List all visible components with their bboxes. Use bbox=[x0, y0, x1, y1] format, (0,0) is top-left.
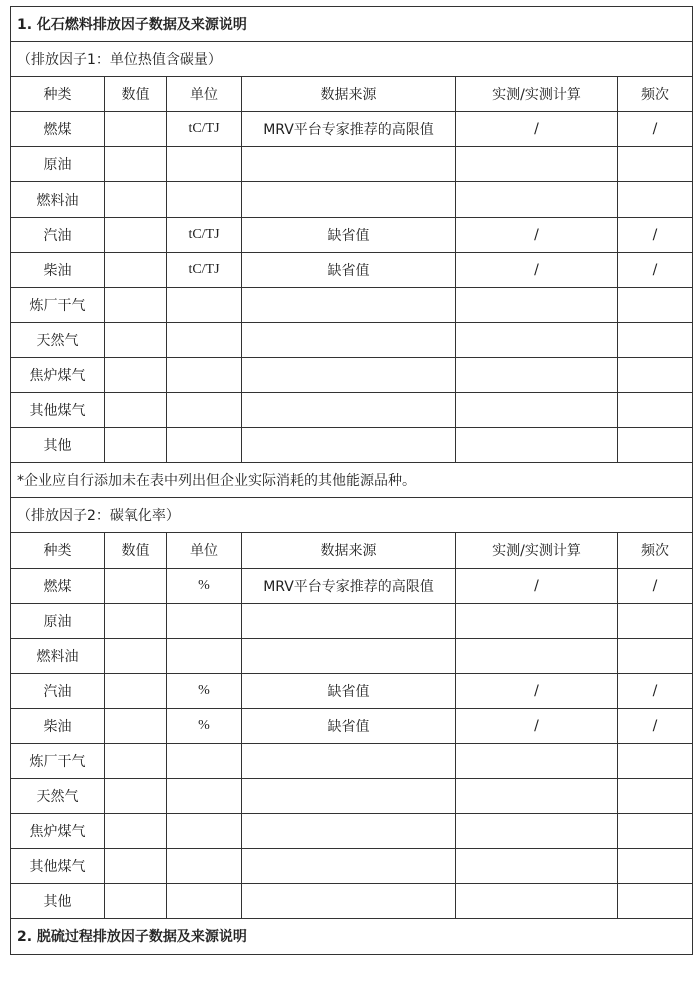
measured-cell: / bbox=[456, 568, 618, 603]
unit-cell: tC/TJ bbox=[167, 112, 242, 147]
column-header: 数据来源 bbox=[242, 77, 456, 112]
frequency-cell bbox=[618, 357, 693, 392]
section-2-title: 2. 脱硫过程排放因子数据及来源说明 bbox=[11, 919, 693, 954]
measured-cell bbox=[456, 814, 618, 849]
value-cell bbox=[105, 884, 167, 919]
column-header: 数据来源 bbox=[242, 533, 456, 568]
value-cell bbox=[105, 357, 167, 392]
frequency-cell bbox=[618, 182, 693, 217]
measured-cell bbox=[456, 743, 618, 778]
source-cell bbox=[242, 743, 456, 778]
fuel-type-cell: 天然气 bbox=[11, 322, 105, 357]
value-cell bbox=[105, 112, 167, 147]
unit-cell bbox=[167, 428, 242, 463]
source-cell bbox=[242, 603, 456, 638]
measured-cell bbox=[456, 393, 618, 428]
fuel-type-cell: 原油 bbox=[11, 603, 105, 638]
fuel-type-cell: 其他 bbox=[11, 884, 105, 919]
source-cell bbox=[242, 428, 456, 463]
source-cell: MRV平台专家推荐的高限值 bbox=[242, 568, 456, 603]
value-cell bbox=[105, 182, 167, 217]
frequency-cell: / bbox=[618, 568, 693, 603]
value-cell bbox=[105, 217, 167, 252]
source-cell bbox=[242, 147, 456, 182]
source-cell bbox=[242, 322, 456, 357]
unit-cell bbox=[167, 147, 242, 182]
factor-1-caption: （排放因子1：单位热值含碳量） bbox=[11, 42, 693, 77]
unit-cell bbox=[167, 322, 242, 357]
source-cell: MRV平台专家推荐的高限值 bbox=[242, 112, 456, 147]
unit-cell bbox=[167, 393, 242, 428]
measured-cell bbox=[456, 638, 618, 673]
fuel-type-cell: 天然气 bbox=[11, 779, 105, 814]
source-cell bbox=[242, 182, 456, 217]
source-cell bbox=[242, 849, 456, 884]
frequency-cell bbox=[618, 287, 693, 322]
fuel-type-cell: 炼厂干气 bbox=[11, 287, 105, 322]
fuel-type-cell: 柴油 bbox=[11, 252, 105, 287]
table-row bbox=[11, 147, 693, 182]
unit-cell bbox=[167, 814, 242, 849]
source-cell bbox=[242, 357, 456, 392]
frequency-cell: / bbox=[618, 252, 693, 287]
table-row bbox=[11, 322, 693, 357]
measured-cell bbox=[456, 779, 618, 814]
frequency-cell bbox=[618, 428, 693, 463]
column-header: 数值 bbox=[105, 77, 167, 112]
unit-cell: % bbox=[167, 708, 242, 743]
value-cell bbox=[105, 849, 167, 884]
measured-cell bbox=[456, 322, 618, 357]
unit-cell: tC/TJ bbox=[167, 252, 242, 287]
table-row bbox=[11, 357, 693, 392]
column-header: 实测/实测计算 bbox=[456, 77, 618, 112]
source-cell: 缺省值 bbox=[242, 708, 456, 743]
measured-cell: / bbox=[456, 252, 618, 287]
fuel-type-cell: 原油 bbox=[11, 147, 105, 182]
table-note: *企业应自行添加未在表中列出但企业实际消耗的其他能源品种。 bbox=[11, 463, 693, 498]
factor-2-header-row bbox=[11, 533, 693, 568]
value-cell bbox=[105, 393, 167, 428]
frequency-cell bbox=[618, 814, 693, 849]
unit-cell bbox=[167, 849, 242, 884]
table-note-row bbox=[11, 463, 693, 498]
table-row bbox=[11, 814, 693, 849]
frequency-cell bbox=[618, 393, 693, 428]
value-cell bbox=[105, 743, 167, 778]
unit-cell bbox=[167, 884, 242, 919]
measured-cell bbox=[456, 849, 618, 884]
fuel-type-cell: 燃料油 bbox=[11, 638, 105, 673]
fuel-type-cell: 焦炉煤气 bbox=[11, 357, 105, 392]
section-1-title: 1. 化石燃料排放因子数据及来源说明 bbox=[11, 7, 693, 42]
table-row bbox=[11, 638, 693, 673]
column-header: 种类 bbox=[11, 77, 105, 112]
table-row bbox=[11, 252, 693, 287]
measured-cell: / bbox=[456, 217, 618, 252]
table-row bbox=[11, 708, 693, 743]
unit-cell: % bbox=[167, 568, 242, 603]
table-row bbox=[11, 743, 693, 778]
value-cell bbox=[105, 568, 167, 603]
source-cell bbox=[242, 779, 456, 814]
table-row bbox=[11, 287, 693, 322]
measured-cell: / bbox=[456, 708, 618, 743]
emission-factor-table bbox=[10, 6, 693, 955]
frequency-cell bbox=[618, 884, 693, 919]
source-cell: 缺省值 bbox=[242, 252, 456, 287]
frequency-cell bbox=[618, 849, 693, 884]
table-row bbox=[11, 884, 693, 919]
value-cell bbox=[105, 779, 167, 814]
unit-cell bbox=[167, 287, 242, 322]
table-row bbox=[11, 182, 693, 217]
factor-1-header-row bbox=[11, 77, 693, 112]
value-cell bbox=[105, 428, 167, 463]
value-cell bbox=[105, 322, 167, 357]
fuel-type-cell: 炼厂干气 bbox=[11, 743, 105, 778]
measured-cell bbox=[456, 603, 618, 638]
value-cell bbox=[105, 287, 167, 322]
value-cell bbox=[105, 252, 167, 287]
value-cell bbox=[105, 708, 167, 743]
fuel-type-cell: 燃煤 bbox=[11, 568, 105, 603]
fuel-type-cell: 其他煤气 bbox=[11, 849, 105, 884]
frequency-cell: / bbox=[618, 217, 693, 252]
unit-cell bbox=[167, 743, 242, 778]
measured-cell: / bbox=[456, 112, 618, 147]
source-cell bbox=[242, 884, 456, 919]
column-header: 单位 bbox=[167, 77, 242, 112]
measured-cell bbox=[456, 287, 618, 322]
value-cell bbox=[105, 603, 167, 638]
value-cell bbox=[105, 147, 167, 182]
source-cell bbox=[242, 393, 456, 428]
measured-cell bbox=[456, 357, 618, 392]
measured-cell bbox=[456, 428, 618, 463]
column-header: 实测/实测计算 bbox=[456, 533, 618, 568]
fuel-type-cell: 其他 bbox=[11, 428, 105, 463]
measured-cell bbox=[456, 884, 618, 919]
source-cell bbox=[242, 287, 456, 322]
unit-cell bbox=[167, 357, 242, 392]
measured-cell: / bbox=[456, 673, 618, 708]
table-row bbox=[11, 603, 693, 638]
section-2-title-row bbox=[11, 919, 693, 954]
fuel-type-cell: 燃料油 bbox=[11, 182, 105, 217]
column-header: 单位 bbox=[167, 533, 242, 568]
factor-1-caption-row bbox=[11, 42, 693, 77]
table-body bbox=[11, 7, 693, 955]
fuel-type-cell: 柴油 bbox=[11, 708, 105, 743]
source-cell: 缺省值 bbox=[242, 217, 456, 252]
factor-2-caption: （排放因子2：碳氧化率） bbox=[11, 498, 693, 533]
fuel-type-cell: 汽油 bbox=[11, 673, 105, 708]
column-header: 种类 bbox=[11, 533, 105, 568]
column-header: 频次 bbox=[618, 533, 693, 568]
table-row bbox=[11, 428, 693, 463]
table-row bbox=[11, 112, 693, 147]
source-cell bbox=[242, 814, 456, 849]
factor-2-caption-row bbox=[11, 498, 693, 533]
unit-cell bbox=[167, 638, 242, 673]
frequency-cell: / bbox=[618, 708, 693, 743]
unit-cell bbox=[167, 182, 242, 217]
frequency-cell: / bbox=[618, 673, 693, 708]
unit-cell bbox=[167, 603, 242, 638]
table-row bbox=[11, 568, 693, 603]
table-row bbox=[11, 393, 693, 428]
table-row bbox=[11, 673, 693, 708]
frequency-cell bbox=[618, 147, 693, 182]
frequency-cell: / bbox=[618, 112, 693, 147]
table-row bbox=[11, 849, 693, 884]
value-cell bbox=[105, 638, 167, 673]
unit-cell: % bbox=[167, 673, 242, 708]
fuel-type-cell: 焦炉煤气 bbox=[11, 814, 105, 849]
frequency-cell bbox=[618, 638, 693, 673]
table-row bbox=[11, 217, 693, 252]
column-header: 频次 bbox=[618, 77, 693, 112]
measured-cell bbox=[456, 182, 618, 217]
frequency-cell bbox=[618, 603, 693, 638]
value-cell bbox=[105, 814, 167, 849]
frequency-cell bbox=[618, 779, 693, 814]
fuel-type-cell: 其他煤气 bbox=[11, 393, 105, 428]
unit-cell bbox=[167, 779, 242, 814]
fuel-type-cell: 汽油 bbox=[11, 217, 105, 252]
table-row bbox=[11, 779, 693, 814]
column-header: 数值 bbox=[105, 533, 167, 568]
fuel-type-cell: 燃煤 bbox=[11, 112, 105, 147]
unit-cell: tC/TJ bbox=[167, 217, 242, 252]
frequency-cell bbox=[618, 743, 693, 778]
measured-cell bbox=[456, 147, 618, 182]
source-cell: 缺省值 bbox=[242, 673, 456, 708]
section-1-title-row bbox=[11, 7, 693, 42]
frequency-cell bbox=[618, 322, 693, 357]
source-cell bbox=[242, 638, 456, 673]
value-cell bbox=[105, 673, 167, 708]
